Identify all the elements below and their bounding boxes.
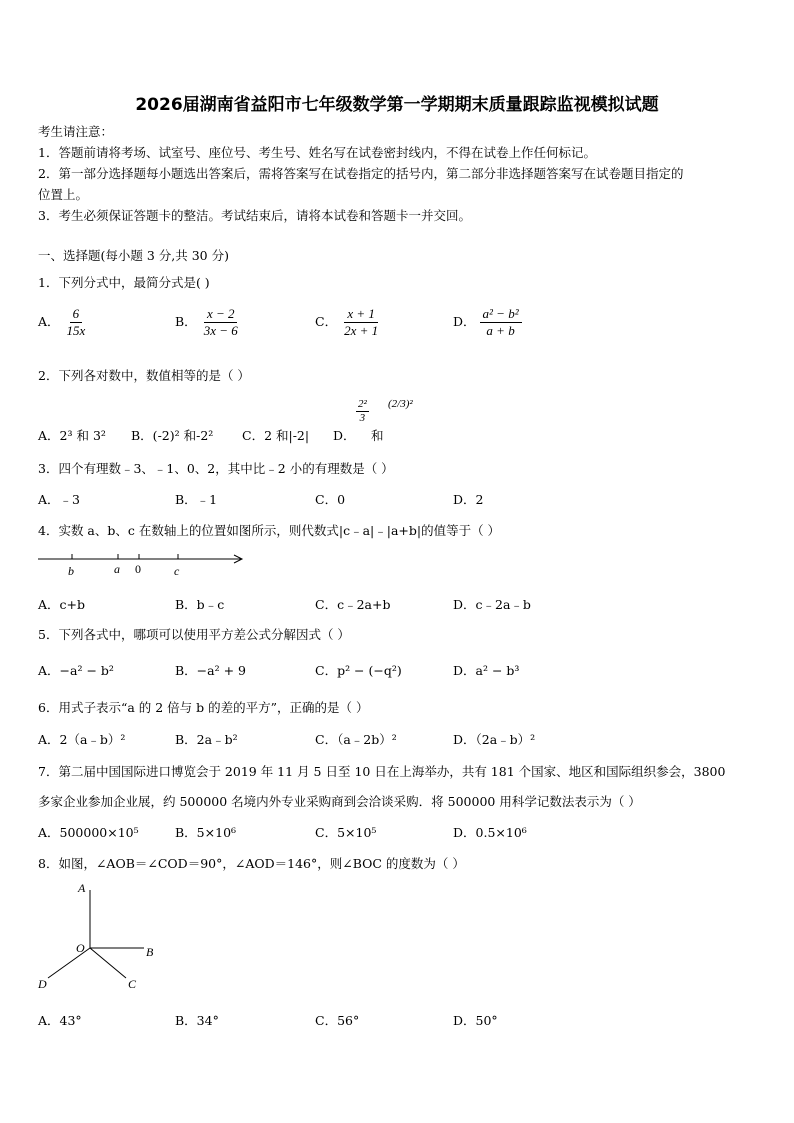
q1-option-d: D． $\frac{\text{a² − b²}}{a + b}$ — [453, 306, 522, 339]
q7-stem-line1: 7．第二届中国国际进口博览会于 2019 年 11 月 5 日至 10 日在上海举办，共有 181 个国家、地区和国际组织参会，3800 — [38, 764, 726, 779]
q2-option-d-label: D． — [333, 428, 356, 443]
q8-option-a: A．43° — [38, 1013, 82, 1028]
q8-stem: 8．如图，∠AOB＝∠COD＝90°，∠AOD＝146°，则∠BOC 的度数为（ ） — [38, 856, 465, 871]
q4-option-a: A．c+b — [38, 597, 86, 612]
q8-option-c: C．56° — [315, 1013, 360, 1028]
q7-stem-line2: 多家企业参加企业展，约 500000 名境内外专业采购商到会洽谈采购．将 500000 用科学记数法表示为（ ） — [38, 794, 641, 809]
q2-option-b: B．(-2)² 和-2² — [131, 428, 214, 443]
q5-stem: 5．下列各式中，哪项可以使用平方差公式分解因式（ ） — [38, 627, 350, 642]
section-heading: 一、选择题(每小题 3 分,共 30 分) — [38, 248, 229, 263]
label-zero: 0 — [135, 562, 141, 576]
q2-option-d-right-power: (2/3)² — [388, 398, 413, 410]
notice-item-2-cont: 位置上。 — [38, 187, 89, 202]
q1-stem: 1．下列分式中，最简分式是( ) — [38, 275, 210, 290]
q2-option-d-left-fraction: 2² 3 — [358, 398, 367, 424]
label-c: c — [174, 564, 180, 578]
q7-option-c: C．5×10⁵ — [315, 825, 377, 840]
q4-option-c: C．c﹣2a+b — [315, 597, 391, 612]
notice-item-3: 3．考生必须保证答题卡的整洁。考试结束后，请将本试卷和答题卡一并交回。 — [38, 208, 471, 223]
label-point-b: B — [146, 945, 154, 959]
notice-item-1: 1．答题前请将考场、试室号、座位号、考生号、姓名写在试卷密封线内，不得在试卷上作任何标记。 — [38, 145, 596, 160]
q6-stem: 6．用式子表示“a 的 2 倍与 b 的差的平方”，正确的是（ ） — [38, 700, 369, 715]
q1-option-a: A． $\frac{6}{15x}$ — [38, 306, 86, 338]
notice-item-2: 2．第一部分选择题每小题选出答案后，需将答案写在试卷指定的括号内，第二部分非选择题答案写在试卷题目指定的 — [38, 166, 684, 181]
q5-option-c: C．p² − (−q²) — [315, 663, 402, 678]
page-title: 2026届湖南省益阳市七年级数学第一学期期末质量跟踪监视模拟试题 — [135, 95, 659, 115]
q3-option-b: B．﹣1 — [175, 492, 218, 507]
label-point-a: A — [78, 881, 86, 895]
label-point-c: C — [128, 977, 137, 991]
q1-option-c: C． $\frac{x + 1}{2x + 1}$ — [315, 306, 379, 338]
angle-figure — [30, 878, 170, 998]
q7-option-a: A．500000×10⁵ — [38, 825, 139, 840]
q4-option-b: B．b﹣c — [175, 597, 225, 612]
q6-option-d: D．（2a﹣b）² — [453, 732, 536, 747]
q3-stem: 3．四个有理数﹣3、﹣1、0、2，其中比﹣2 小的有理数是（ ） — [38, 461, 394, 476]
number-line-figure — [36, 548, 248, 580]
q5-option-b: B．−a² + 9 — [175, 663, 246, 678]
q7-option-d: D．0.5×10⁶ — [453, 825, 527, 840]
q2-option-d-and: 和 — [371, 428, 384, 443]
q3-option-d: D．2 — [453, 492, 484, 507]
q3-option-a: A．﹣3 — [38, 492, 80, 507]
q3-option-c: C．0 — [315, 492, 346, 507]
label-point-d: D — [38, 977, 47, 991]
q2-option-c: C．2 和|-2| — [242, 428, 310, 443]
q6-option-c: C．（a﹣2b）² — [315, 732, 397, 747]
q8-option-b: B．34° — [175, 1013, 219, 1028]
ray-oc — [90, 948, 126, 978]
q8-option-d: D．50° — [453, 1013, 498, 1028]
label-a: a — [114, 562, 120, 576]
label-b: b — [68, 564, 74, 578]
q5-option-d: D．a² − b³ — [453, 663, 520, 678]
q5-option-a: A．−a² − b² — [38, 663, 114, 678]
q4-stem: 4．实数 a、b、c 在数轴上的位置如图所示，则代数式|c﹣a|﹣|a+b|的值等于（ ） — [38, 523, 501, 538]
label-point-o: O — [76, 941, 85, 955]
q4-option-d: D．c﹣2a﹣b — [453, 597, 531, 612]
q6-option-b: B．2a﹣b² — [175, 732, 238, 747]
q6-option-a: A．2（a﹣b）² — [38, 732, 126, 747]
q1-option-b: B． $\frac{x - 2}{3x - 6}$ — [175, 306, 238, 338]
q7-option-b: B．5×10⁶ — [175, 825, 237, 840]
notice-heading: 考生请注意： — [38, 124, 114, 139]
q2-option-a: A．2³ 和 3² — [38, 428, 106, 443]
q2-stem: 2．下列各对数中，数值相等的是（ ） — [38, 368, 250, 383]
